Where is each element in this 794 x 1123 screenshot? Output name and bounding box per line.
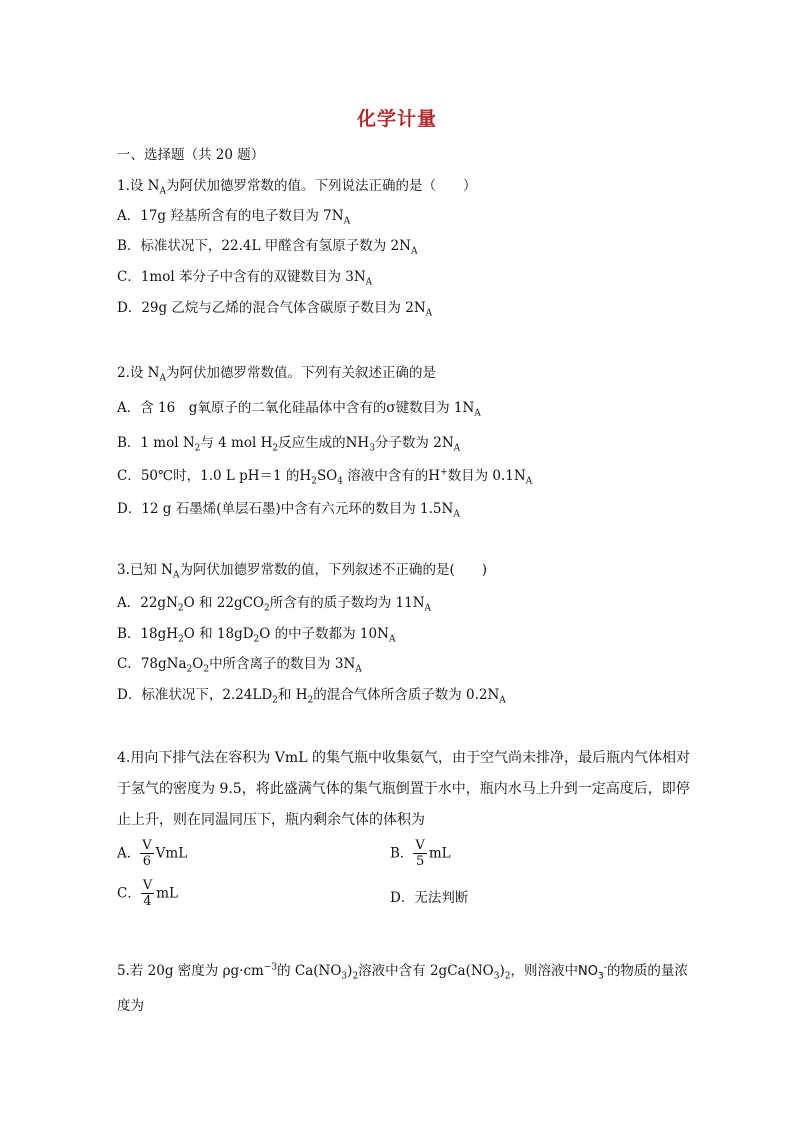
q2-stem: 2.设 $N_A$为阿伏加德罗常数值。下列有关叙述正确的是 xyxy=(117,365,436,384)
q5-stem-line-1: 5.若 20g 密度为 $\rho g\cdot cm^{-3}$的 $Ca(NO_3)_2$溶液中含有 $2gCa(NO_3)_2$，则溶液中$NO_3^-$的物质的量浓 xyxy=(117,962,688,982)
q2-option-a: A．含 16 g氧原子的二氧化硅晶体中含有的σ键数目为 $1N_A$ xyxy=(117,400,481,419)
fraction-v-over-5: $\frac{V}{5}$ xyxy=(415,838,425,869)
q2-option-b: B．1 mol $N_2$与 4 mol $H_2$反应生成的$NH_3$分子数为 $2N_A$ xyxy=(117,435,461,454)
q3-option-d: D．标准状况下，$2.24LD_2$和 $H_2$的混合气体所含质子数为 $0.2N_A$ xyxy=(117,687,506,706)
q4-stem-line-2: 于氢气的密度为 9.5，将此盛满气体的集气瓶倒置于水中，瓶内水马上升到一定高度后，即停 xyxy=(117,781,690,797)
q3-option-a: A．$22gN_2O$ 和 22gCO$_2$所含有的质子数均为 $11N_A$ xyxy=(117,595,432,614)
q1-option-d: D．29g 乙烷与乙烯的混合气体含碳原子数目为 $2N_A$ xyxy=(117,300,433,319)
q1-stem: 1.设 $N_A$为阿伏加德罗常数的值。下列说法正确的是（ ） xyxy=(117,178,477,197)
q1-option-b: B．标准状况下，22.4L 甲醛含有氢原子数为 $2N_A$ xyxy=(117,238,418,257)
q4-option-a: A． $\frac{V}{6}$ VmL xyxy=(117,838,188,869)
q2-option-c: C．50℃时，1.0 L pH＝1 的$H_2SO_4$ 溶液中含有的H+数目为 $0.1N_A$ xyxy=(117,467,533,487)
q4-option-b: B． $\frac{V}{5}$ mL xyxy=(390,838,451,869)
q4-stem-line-3: 止上升，则在同温同压下，瓶内剩余气体的体积为 xyxy=(117,812,425,828)
q4-option-d: D．无法判断 xyxy=(390,890,469,906)
q3-stem: 3.已知 $N_A$为阿伏加德罗常数的值，下列叙述不正确的是( ) xyxy=(117,562,488,581)
q1-option-a: A．17g 羟基所含有的电子数目为 $7N_A$ xyxy=(117,208,351,227)
section-heading: 一、选择题（共 20 题） xyxy=(117,147,265,163)
q4-option-c: C． $\frac{V}{4}$ mL xyxy=(117,878,179,909)
q2-option-d: D．12 g 石墨烯(单层石墨)中含有六元环的数目为 $1.5N_A$ xyxy=(117,501,460,520)
q1-option-c: C．1mol 苯分子中含有的双键数目为 $3N_A$ xyxy=(117,269,373,288)
q4-stem-line-1: 4.用向下排气法在容积为 VmL 的集气瓶中收集氨气，由于空气尚未排净，最后瓶内气体相对 xyxy=(117,750,690,766)
q3-option-c: C．$78gNa_2O_2$中所含离子的数目为 $3N_A$ xyxy=(117,656,362,675)
q5-stem-line-2: 度为 xyxy=(117,998,144,1014)
q3-option-b: B．$18gH_2O$ 和 $18gD_2O$ 的中子数都为 $10N_A$ xyxy=(117,626,396,645)
fraction-v-over-6: $\frac{V}{6}$ xyxy=(142,838,152,869)
nitrate-ion-formula: $NO_3^-$ xyxy=(577,962,607,982)
document-title: 化学计量 xyxy=(356,108,437,130)
fraction-v-over-4: $\frac{V}{4}$ xyxy=(142,878,153,909)
